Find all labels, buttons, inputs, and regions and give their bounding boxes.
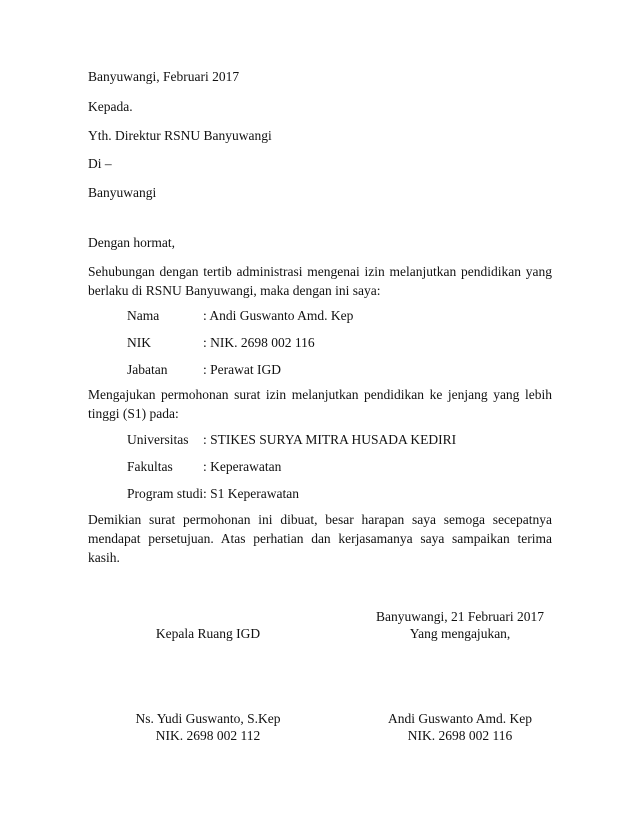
education-row-university bbox=[127, 431, 456, 449]
applicant-nik: NIK. 2698 002 116 bbox=[407, 728, 513, 743]
request-paragraph: Mengajukan permohonan surat izin melanjutkan pendidikan ke jenjang yang lebih tinggi (S1) pada: bbox=[88, 387, 552, 421]
applicant-title: Yang mengajukan, bbox=[409, 626, 511, 641]
addressee-di: Di – bbox=[88, 156, 112, 171]
field-value: : Perawat IGD bbox=[203, 362, 281, 377]
identity-row-nik bbox=[127, 334, 315, 352]
identity-row-name bbox=[127, 307, 353, 325]
place-date: Banyuwangi, Februari 2017 bbox=[88, 69, 240, 84]
field-label: Fakultas bbox=[127, 459, 173, 474]
approver-title: Kepala Ruang IGD bbox=[155, 626, 261, 641]
closing-paragraph: Demikian surat permohonan ini dibuat, besar harapan saya semoga secepatnya mendapat persetujuan. Atas perhatian dan kerjasamanya saya sampaikan terima kasih. bbox=[88, 512, 552, 565]
education-row-program bbox=[127, 485, 299, 503]
field-label: Universitas bbox=[127, 432, 189, 447]
intro-paragraph: Sehubungan dengan tertib administrasi mengenai izin melanjutkan pendidikan yang berlaku di RSNU Banyuwangi, maka dengan ini saya: bbox=[88, 264, 552, 298]
field-label: Nama bbox=[127, 308, 160, 323]
salutation: Dengan hormat, bbox=[88, 235, 175, 250]
signature-date: Banyuwangi, 21 Februari 2017 bbox=[376, 609, 544, 624]
field-value: : S1 Keperawatan bbox=[203, 486, 299, 501]
field-value: : Keperawatan bbox=[203, 459, 282, 474]
applicant-name: Andi Guswanto Amd. Kep bbox=[388, 711, 532, 726]
addressee-to: Kepada. bbox=[88, 99, 133, 114]
approver-nik: NIK. 2698 002 112 bbox=[155, 728, 261, 743]
education-row-faculty bbox=[127, 458, 281, 476]
field-value: : Andi Guswanto Amd. Kep bbox=[203, 308, 354, 323]
field-value: : STIKES SURYA MITRA HUSADA KEDIRI bbox=[203, 432, 457, 447]
addressee-city: Banyuwangi bbox=[88, 185, 157, 200]
field-label: Program studi bbox=[127, 486, 204, 501]
field-value: : NIK. 2698 002 116 bbox=[203, 335, 315, 350]
field-label: NIK bbox=[127, 335, 151, 350]
identity-row-position bbox=[127, 361, 281, 379]
approver-name: Ns. Yudi Guswanto, S.Kep bbox=[135, 711, 281, 726]
field-label: Jabatan bbox=[127, 362, 168, 377]
recipient: Yth. Direktur RSNU Banyuwangi bbox=[88, 128, 272, 143]
